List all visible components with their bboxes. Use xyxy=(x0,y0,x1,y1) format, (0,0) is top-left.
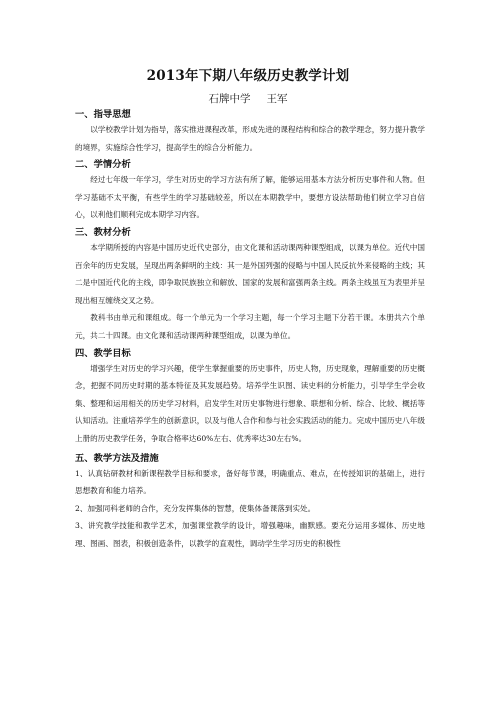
document-byline xyxy=(0,91,496,106)
section-heading-guiding-ideology: 一、指导思想 xyxy=(75,109,131,120)
list-item: 1、认真钻研教材和新课程教学目标和要求，备好每节课，明确重点、难点，在传授知识的基础上，进行思想教育和能力培养。 xyxy=(75,468,425,496)
section-heading-textbook-analysis: 三、教材分析 xyxy=(75,226,131,238)
author-name: 王军 xyxy=(266,93,288,105)
list-item: 2、加强同科老师的合作，充分发挥集体的智慧，使集体备课落到实处。 xyxy=(75,503,316,513)
section-paragraph: 经过七年级一年学习，学生对历史的学习方法有所了解，能够运用基本方法分析历史事件和人物。但学习基础不太平衡，有些学生的学习基础较差，所以在本期教学中，要想方设法帮助他们树立学习自信心，以利他们顺利完成本期学习内容。 xyxy=(75,175,425,220)
section-paragraph: 本学期所授的内容是中国历史近代史部分，由文化课和活动课两种课型组成，以课为单位。近代中国百余年的历史发展，呈现出两条鲜明的主线：其一是外国列强的侵略与中国人民反抗外来侵略的主线；其二是中国近代化的主线，即争取民族独立和解放、国家的发展和富强两条主线。两条主线虽互为表里并呈现出相互缠绕交叉之势。 xyxy=(75,242,425,305)
section-paragraph: 以学校教学计划为指导，落实推进课程改革，形成先进的课程结构和综合的教学理念，努力提升教学的境界，实施综合性学习，提高学生的综合分析能力。 xyxy=(75,125,425,152)
section-heading-student-analysis: 二、学情分析 xyxy=(75,159,131,171)
section-heading-methods-and-measures: 五、教学方法及措施 xyxy=(75,452,159,464)
section-paragraph: 增强学生对历史的学习兴趣，使学生掌握重要的历史事件，历史人物，历史现象，理解重要的历史概念，把握不同历史时期的基本特征及其发展趋势。培养学生识图、读史料的分析能力，引导学生学会收集、整理和运用相关的历史学习材料，启发学生对历史事物进行想象、联想和分析、综合、比较、概括等认知活动。注重培养学生的创新意识，以及与他人合作和参与社会实践活动的能力。完成中国历史八年级上册的历史教学任务，争取合格率达60%左右、优秀率达30左右%。 xyxy=(75,363,425,443)
list-item: 3、讲究教学技能和教学艺术，加强课堂教学的设计，增强趣味，幽默感。要充分运用多媒体、历史地理、图画、图表，积极创造条件，以教学的直观性，调动学生学习历史的积极性 xyxy=(75,521,425,548)
section-paragraph: 教科书由单元和课组成。每一个单元为一个学习主题，每一个学习主题下分若干课。本册共六个单元，共二十四课。由文化课和活动课两种课型组成，以课为单位。 xyxy=(75,313,425,340)
section-heading-teaching-goals: 四、教学目标 xyxy=(75,347,131,359)
school-name: 石牌中学 xyxy=(208,93,251,105)
document-title: 2013年下期八年级历史教学计划 xyxy=(146,68,350,84)
document-body xyxy=(75,109,425,552)
